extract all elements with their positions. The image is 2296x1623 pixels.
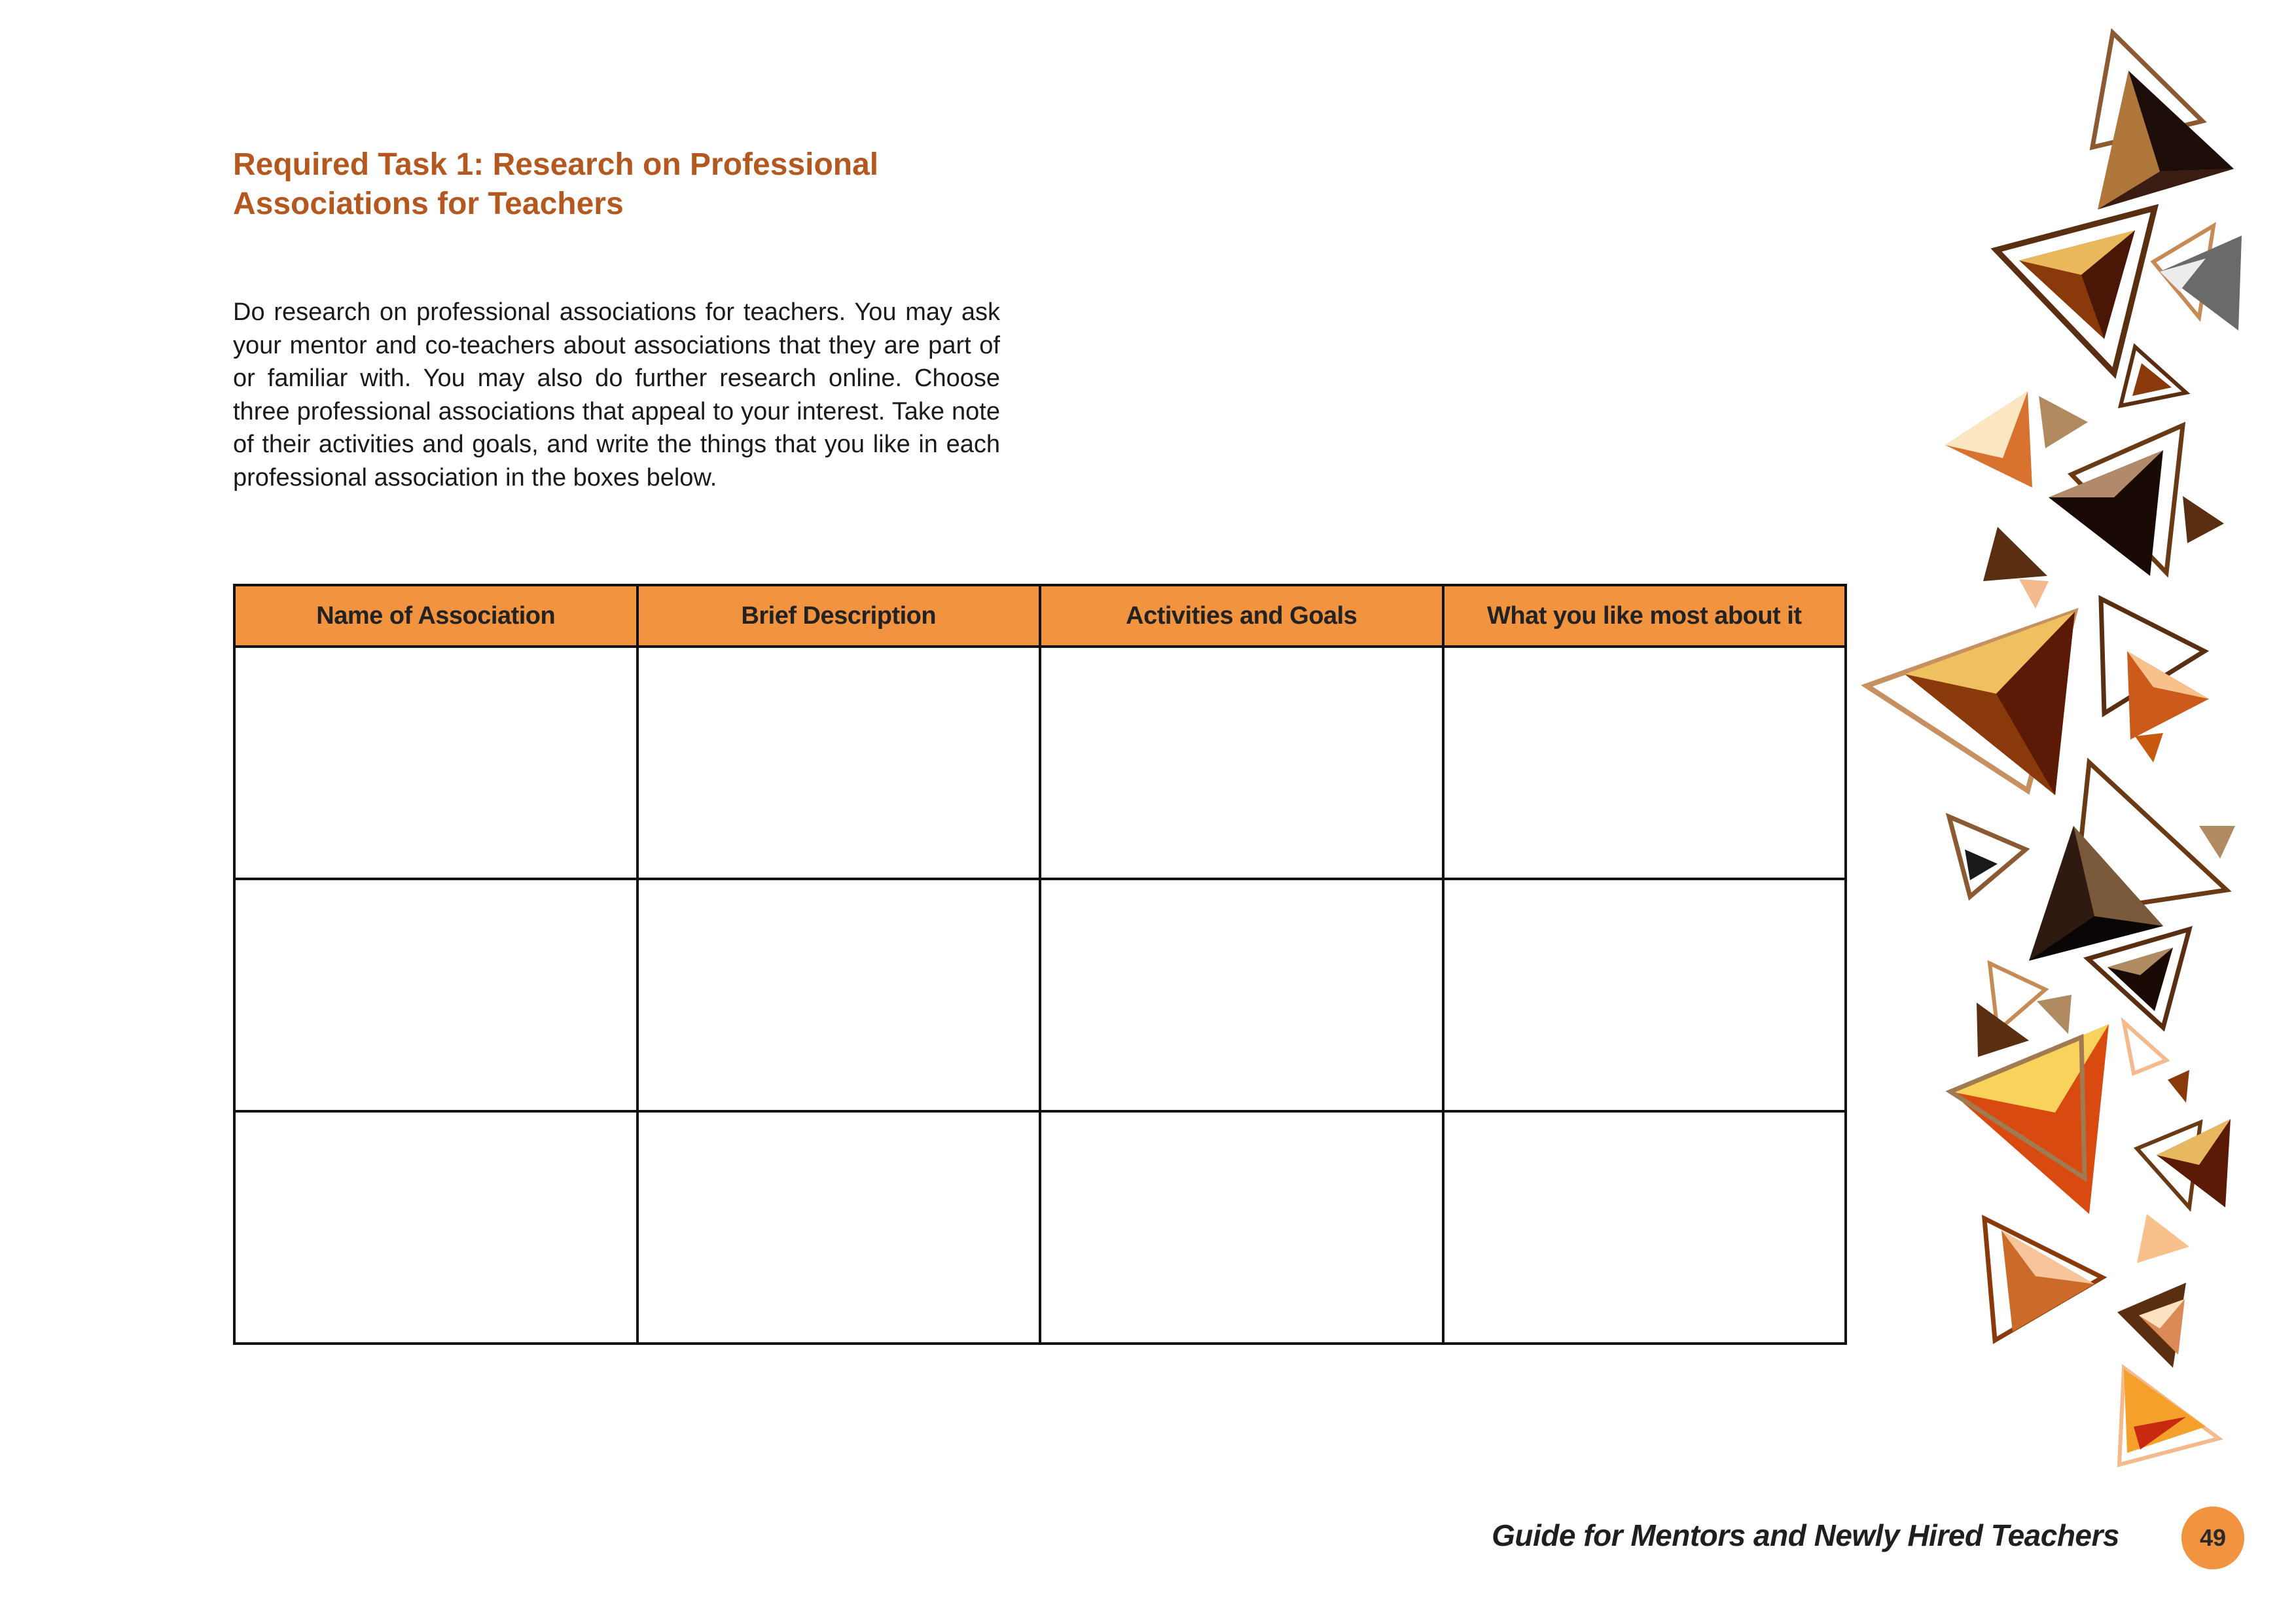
cell-description[interactable] [637,647,1041,879]
page-heading [233,145,1084,224]
table-row [234,879,1846,1111]
header-name-of-association: Name of Association [234,585,637,647]
cell-name[interactable] [234,647,637,879]
heading-line-1: Required Task 1: Research on Professional [233,147,879,182]
header-what-you-like: What you like most about it [1443,585,1846,647]
header-brief-description: Brief Description [637,585,1041,647]
cell-description[interactable] [637,1111,1041,1344]
cell-name[interactable] [234,1111,637,1344]
cell-likes[interactable] [1443,647,1846,879]
cell-likes[interactable] [1443,879,1846,1111]
cell-activities[interactable] [1040,879,1443,1111]
page-number: 49 [2199,1524,2227,1551]
instructions-paragraph: Do research on professional associations for teachers. You may ask your mentor and co-teachers about associations that they are part of or familiar with. You may also do further research online. Choose three professional associations that appeal to your interest. Take note of their activities and goals, and write the things that you like in each professional association in the boxes below. [233,298,1000,491]
page-number-badge [2181,1507,2244,1569]
footer-title: Guide for Mentors and Newly Hired Teachers [1492,1518,2119,1552]
cell-activities[interactable] [1040,647,1443,879]
table-row [234,647,1846,879]
cell-description[interactable] [637,879,1041,1111]
table-row [234,1111,1846,1344]
table-header-row [234,585,1846,647]
cell-name[interactable] [234,879,637,1111]
heading-line-2: Associations for Teachers [233,187,624,221]
triangle-pattern-icon [1846,0,2296,1623]
cell-likes[interactable] [1443,1111,1846,1344]
header-activities-and-goals: Activities and Goals [1040,585,1443,647]
association-table [233,584,1847,1345]
cell-activities[interactable] [1040,1111,1443,1344]
